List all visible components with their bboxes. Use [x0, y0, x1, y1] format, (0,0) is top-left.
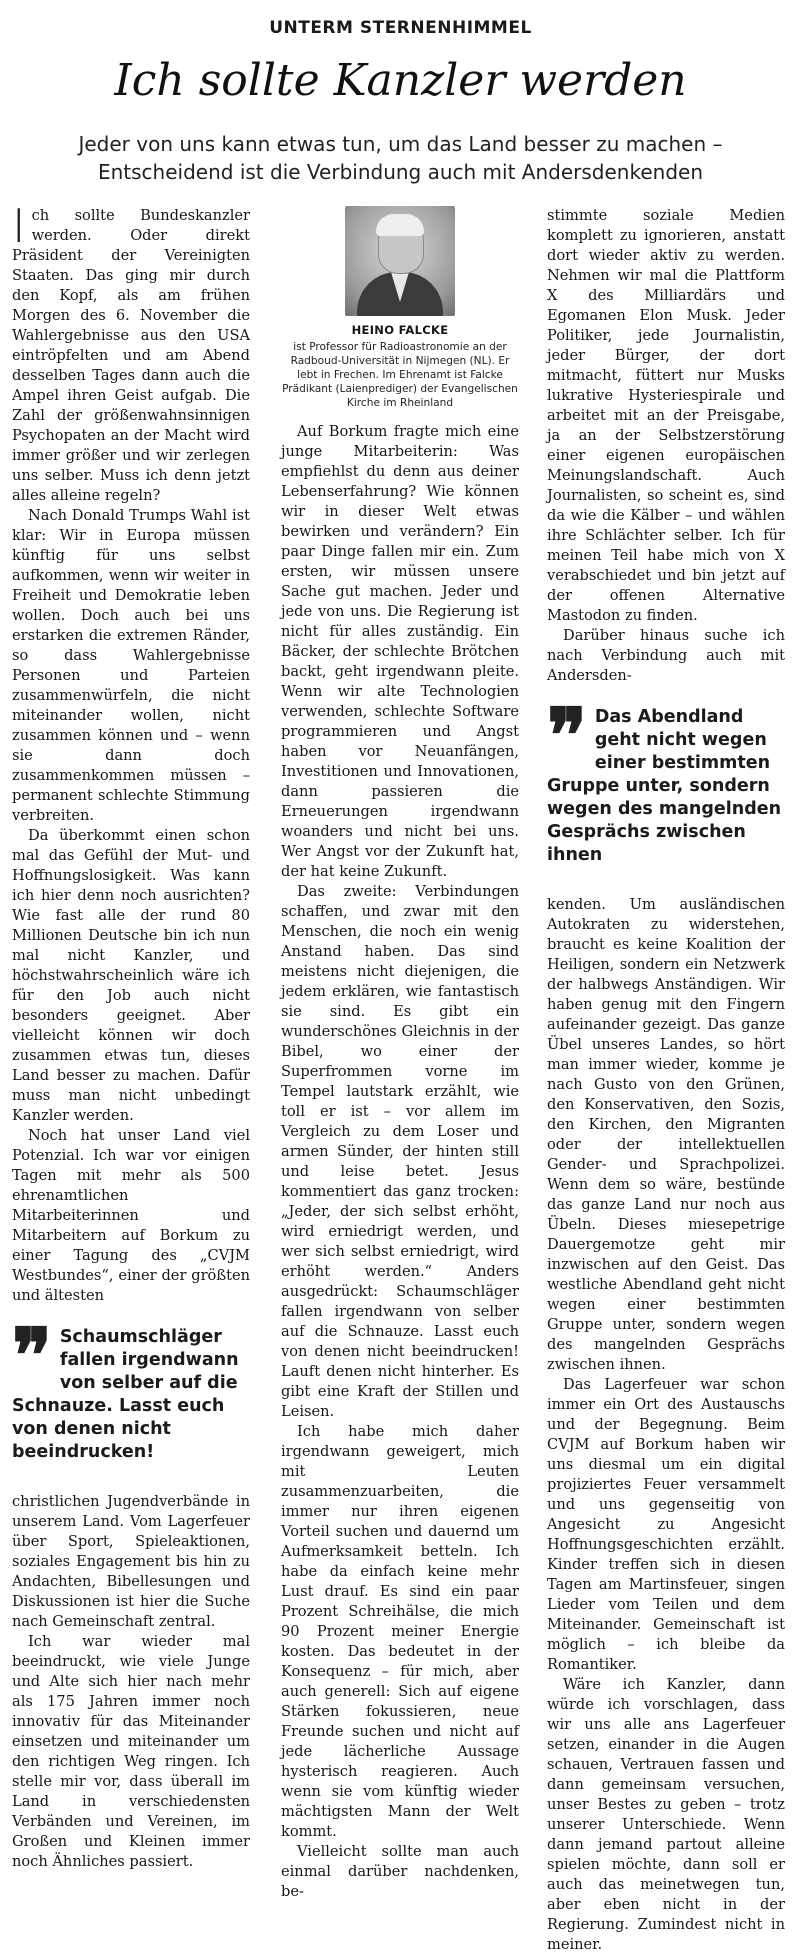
- quote-mark-icon: ❞: [547, 693, 587, 779]
- paragraph-text: ch sollte Bundeskanzler werden. Oder direkt Präsident der Vereinigten Staaten. Das ging mir durch den Kopf, als am frühen Morgen des 6. November die Wahlergebnisse aus den USA eintröpfelten und am Abend desselben Tages dann auch die Ampel ihren Geist aufgab. Die Zahl der größenwahnsinnigen Psychopaten an der Macht wird immer größer und wir zerlegen uns selber. Muss ich denn jetzt alles alleine regeln?: [12, 207, 250, 504]
- paragraph: Noch hat unser Land viel Potenzial. Ich war vor einigen Tagen mit mehr als 500 ehrenamtlichen Mitarbeiterinnen und Mitarbeitern auf Borkum zu einer Tagung des „CVJM Westbundes“, einer der größten und ältesten: [12, 1127, 250, 1304]
- paragraph: stimmte soziale Medien komplett zu ignorieren, anstatt dort wieder aktiv zu werden. Nehmen wir mal die Plattform X des Milliardärs und Egomanen Elon Musk. Jeder Politiker, jede Journalistin, jeder Bürger, der dort mitmacht, füttert nur Musks lukrative Hysteriespirale und arbeitet mit an der Preisgabe, ja an der Selbstzerstörung einer eigenen europäischen Meinungslandschaft. Auch Journalisten, so scheint es, sind da wie die Kälber – und wählen ihre Schlächter selber. Ich für meinen Teil habe mich von X verabschiedet und bin jetzt auf der offenen Alternative Mastodon zu finden.: [547, 207, 785, 624]
- paragraph: Nach Donald Trumps Wahl ist klar: Wir in Europa müssen künftig für uns selbst aufkommen, wenn wir weiter in Freiheit und Demokratie leben wollen. Doch auch bei uns erstarken die extremen Ränder, so dass Wahlergebnisse Personen und Parteien zusammenwürfeln, die nicht miteinander wollen, nicht zusammen können und – wenn sie dann doch zusammenkommen müssen – permanent schlechte Stimmung verbreiten.: [12, 507, 250, 824]
- author-bio: ist Professor für Radioastronomie an der Radboud-Universität in Nijmegen (NL). Er lebt in Frechen. Im Ehrenamt ist Falcke Prädikant (Laienprediger) der Evangelischen Kirche im Rheinland: [282, 341, 518, 409]
- kicker: UNTERM STERNENHIMMEL: [269, 18, 532, 38]
- paragraph: [12, 199, 250, 506]
- pull-quote-text: Schaumschläger fallen irgendwann von selber auf die Schnauze. Lasst euch von denen nicht beeindrucken!: [12, 1327, 239, 1462]
- quote-mark-icon: ❞: [12, 1313, 52, 1399]
- pull-quote-1: [12, 1313, 250, 1474]
- pull-quote-text: Das Abendland geht nicht wegen einer bestimmten Gruppe unter, sondern wegen des mangelnden Gesprächs zwischen ihnen: [547, 707, 782, 865]
- paragraph: Ich habe mich daher irgendwann geweigert, mich mit Leuten zusammenzuarbeiten, die immer nur ihren eigenen Vorteil suchen und dauernd um Aufmerksamkeit betteln. Ich habe da einfach keine mehr Lust drauf. Es sind ein paar Prozent Schreihälse, die mich 90 Prozent meiner Energie kosten. Das bedeutet in der Konsequenz – für mich, aber auch generell: Sich auf eigene Stärken fokussieren, neue Freunde suchen und nicht auf jede lächerliche Aussage hysterisch reagieren. Auch wenn sie vom künftig wieder mächtigsten Mann der Welt kommt.: [281, 1423, 519, 1840]
- paragraph: Vielleicht sollte man auch einmal darüber nachdenken, be-: [281, 1843, 519, 1900]
- paragraph: Das Lagerfeuer war schon immer ein Ort des Austauschs und der Begegnung. Beim CVJM auf Borkum haben wir uns diesmal um ein digital projiziertes Feuer versammelt und uns gegenseitig von Angesicht zu Angesicht Hoffnungsgeschichten erzählt. Kinder treffen sich in diesen Tagen am Martinsfeuer, singen Lieder vom Teilen und dem Miteinander. Gemeinschaft ist möglich – ich bleibe da Romantiker.: [547, 1376, 785, 1673]
- paragraph: Auf Borkum fragte mich eine junge Mitarbeiterin: Was empfiehlst du denn aus deiner Lebenserfahrung? Wie können wir in dieser Welt etwas bewirken und verändern? Ein paar Dinge fallen mir ein. Zum ersten, wir müssen unsere Sache gut machen. Jeder und jede von uns. Die Regierung ist nicht für alles zuständig. Ein Bäcker, der schlechte Brötchen backt, geht irgendwann pleite. Wenn wir alte Technologien verwenden, schlechte Software programmieren und Angst haben vor Neuanfängen, Investitionen und Innovationen, dann passieren die Erneuerungen irgendwann woanders und nicht bei uns. Wer Angst vor der Zukunft hat, der hat keine Zukunft.: [281, 423, 519, 880]
- paragraph: Da überkommt einen schon mal das Gefühl der Mut- und Hoffnungslosigkeit. Was kann ich hier denn noch ausrichten? Wie fast alle der rund 80 Millionen Deutsche bin ich nun mal nicht Kanzler, und höchstwahrscheinlich wäre ich für den Job auch nicht besonders geeignet. Aber vielleicht können wir doch zusammen etwas tun, dieses Land besser zu machen. Dafür muss man nicht unbedingt Kanzler werden.: [12, 827, 250, 1124]
- paragraph: Darüber hinaus suche ich nach Verbindung auch mit Andersden-: [547, 627, 785, 684]
- subheadline: Jeder von uns kann etwas tun, um das Land besser zu machen – Entscheidend ist die Verbindung auch mit Andersdenkenden: [78, 132, 723, 184]
- column-1: [12, 199, 250, 1872]
- column-2: [281, 206, 519, 1902]
- author-photo: [345, 206, 455, 316]
- paragraph: Das zweite: Verbindungen schaffen, und zwar mit den Menschen, die noch ein wenig Anstand haben. Das sind meistens nicht diejenigen, die jedem erklären, wie fantastisch sie sind. Es gibt ein wunderschönes Gleichnis in der Bibel, wo einer der Superfrommen vorne im Tempel lautstark erzählt, wie toll er ist – vor allem im Vergleich zu dem Loser und armen Sünder, der hinten still und leise betet. Jesus kommentiert das ganz trocken: „Jeder, der sich selbst erhöht, wird erniedrigt werden, und wer sich selbst erniedrigt, wird erhöht werden.“ Anders ausgedrückt: Schaumschläger fallen irgendwann von selber auf die Schnauze. Lasst euch von denen nicht beeindrucken! Lauft denen nicht hinterher. Es gibt eine Kraft der Stillen und Leisen.: [281, 883, 519, 1420]
- author-name: HEINO FALCKE: [351, 323, 449, 337]
- paragraph: christlichen Jugendverbände in unserem Land. Vom Lagerfeuer über Sport, Spieleaktionen, soziales Engagement bis hin zu Andachten, Bibellesungen und Diskussionen ist hier die Suche nach Gemeinschaft zentral.: [12, 1493, 250, 1630]
- paragraph: Wäre ich Kanzler, dann würde ich vorschlagen, dass wir uns alle ans Lagerfeuer setzen, einander in die Augen schauen, Vertrauen fassen und dann gemeinsam versuchen, unser Bestes zu geben – trotz unserer Unterschiede. Wenn dann jemand partout alleine spielen möchte, dann soll er auch das meinetwegen tun, aber eben nicht in der Regierung. Zumindest nicht in meiner.: [547, 1676, 785, 1953]
- pull-quote-2: [547, 693, 785, 877]
- drop-cap: I: [12, 199, 26, 253]
- paragraph: Ich war wieder mal beeindruckt, wie viele Junge und Alte sich hier nach mehr als 175 Jahren immer noch innovativ für das Miteinander einsetzen und miteinander um den richtigen Weg ringen. Ich stelle mir vor, dass überall im Land in verschiedensten Verbänden und Vereinen, im Großen und Kleinen immer noch Ähnliches passiert.: [12, 1633, 250, 1870]
- paragraph: kenden. Um ausländischen Autokraten zu widerstehen, braucht es keine Koalition der Heiligen, sondern ein Netzwerk der halbwegs Anständigen. Wir haben genug mit den Fingern aufeinander gezeigt. Das ganze Übel unseres Landes, so hört man immer wieder, komme je nach Gusto von den Grünen, den Konservativen, den Sozis, den Kirchen, den Migranten oder der intellektuellen Gender- und Sprachpolizei. Wenn dem so wäre, bestünde das ganze Land nur noch aus Übeln. Dieses miesepetrige Dauergemotze geht mir inzwischen auf den Geist. Das westliche Abendland geht nicht wegen einer bestimmten Gruppe unter, sondern wegen des mangelnden Gesprächs zwischen ihnen.: [547, 896, 785, 1373]
- column-3: [547, 206, 785, 1955]
- headline: Ich sollte Kanzler werden: [114, 55, 687, 106]
